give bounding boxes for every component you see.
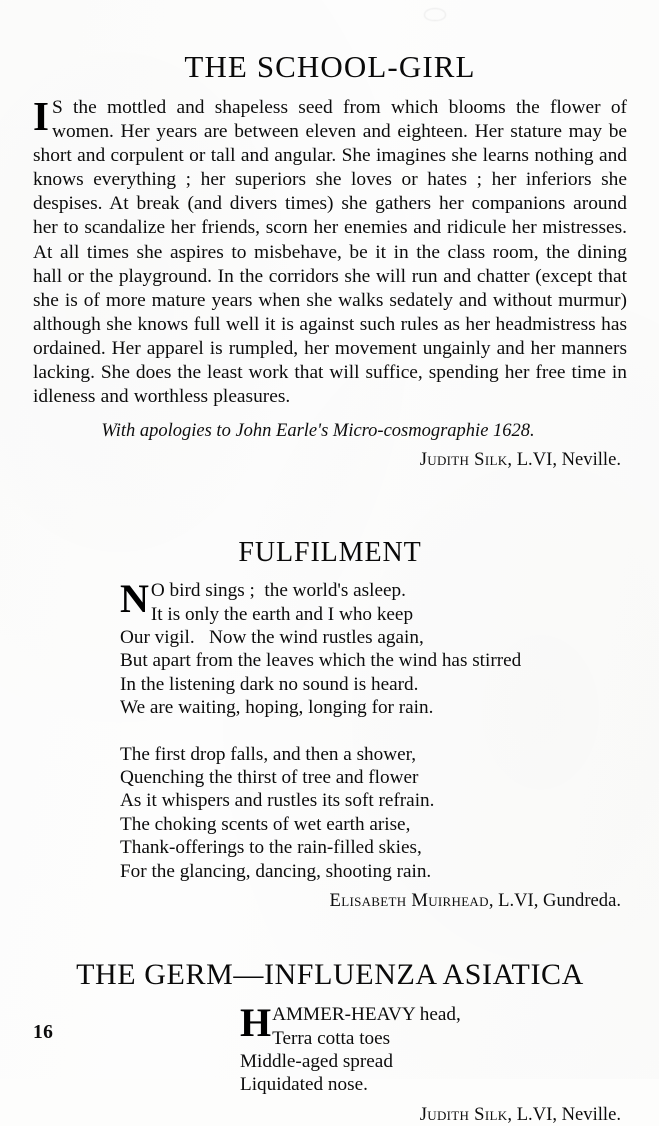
author-name-germ: Judith Silk <box>419 1103 508 1125</box>
article-author-germ <box>33 1097 627 1126</box>
article-title-fulfilment: FULFILMENT <box>238 537 422 569</box>
dropcap-fulfilment: N <box>120 576 149 622</box>
poem-line: But apart from the leaves which the wind has stirred <box>120 650 522 672</box>
author-details-school-girl: , L.VI, Neville. <box>507 449 621 471</box>
dropcap-school-girl: I <box>33 93 49 139</box>
poem-line: O bird sings ; the world's asleep. <box>150 580 406 602</box>
poem-line: Our vigil. Now the wind rustles again, <box>120 627 424 649</box>
dropcap-germ: H <box>240 1000 272 1046</box>
poem-line: Liquidated nose. <box>240 1074 368 1096</box>
article-author-fulfilment <box>33 883 627 912</box>
section-spacer <box>33 912 627 958</box>
poem-line: The first drop falls, and then a shower, <box>120 743 417 765</box>
article-body-school-girl <box>33 84 627 409</box>
poem-line: As it whispers and rustles its soft refrain. <box>120 790 435 812</box>
poem-line: In the listening dark no sound is heard. <box>120 673 419 695</box>
page-number: 16 <box>33 1022 54 1043</box>
poem-line: We are waiting, hoping, longing for rain. <box>120 697 434 719</box>
section-spacer <box>33 471 627 537</box>
stanza-gap <box>120 720 627 743</box>
poem-line: Thank-offerings to the rain-filled skies, <box>120 837 422 859</box>
author-details-germ: , L.VI, Neville. <box>507 1103 621 1125</box>
article-body-text-school-girl: S the mottled and shapeless seed from which blooms the flower of women. Her years are between eleven and eighteen. Her stature may be short and corpulent or tall and angular. She imagines she learns nothing and knows everything ; her superiors she loves or hates ; her inferiors she despises. At break (and divers times) she gathers her companions around her to scandalize her friends, scorn her enemies and ridicule her mistresses. At all times she aspires to misbehave, be it in the class room, the dining hall or the playground. In the corridors she will run and chatter (except that she is of more mature years when she walks sedately and without murmur) although she knows full well it is against such rules as her headmistress has ordained. Her apparel is rumpled, her movement ungainly and her manners lacking. She does the least work that will suffice, spending her free time in idleness and worthless pleasures. <box>33 97 627 408</box>
poem-body-fulfilment <box>33 568 627 883</box>
poem-line: It is only the earth and I who keep <box>150 603 414 625</box>
poem-line: For the glancing, dancing, shooting rain. <box>120 860 432 882</box>
article-author-school-girl <box>33 442 627 471</box>
poem-line: Middle-aged spread <box>240 1050 393 1072</box>
poem-body-germ <box>33 991 627 1097</box>
article-title-school-girl: THE SCHOOL-GIRL <box>184 49 476 84</box>
poem-line: Terra cotta toes <box>272 1027 391 1049</box>
article-note-school-girl: With apologies to John Earle's Micro-cosmographie 1628. <box>101 421 535 442</box>
poem-line: AMMER-HEAVY head, <box>272 1004 461 1026</box>
article-title-germ: THE GERM—INFLUENZA ASIATICA <box>76 958 584 992</box>
poem-line: The choking scents of wet earth arise, <box>120 813 411 835</box>
author-name-school-girl: Judith Silk <box>419 449 508 471</box>
page-content-column <box>33 0 627 1126</box>
author-name-fulfilment: Elisabeth Muirhead <box>329 890 489 912</box>
poem-line: Quenching the thirst of tree and flower <box>120 767 419 789</box>
author-details-fulfilment: , L.VI, Gundreda. <box>488 890 621 912</box>
